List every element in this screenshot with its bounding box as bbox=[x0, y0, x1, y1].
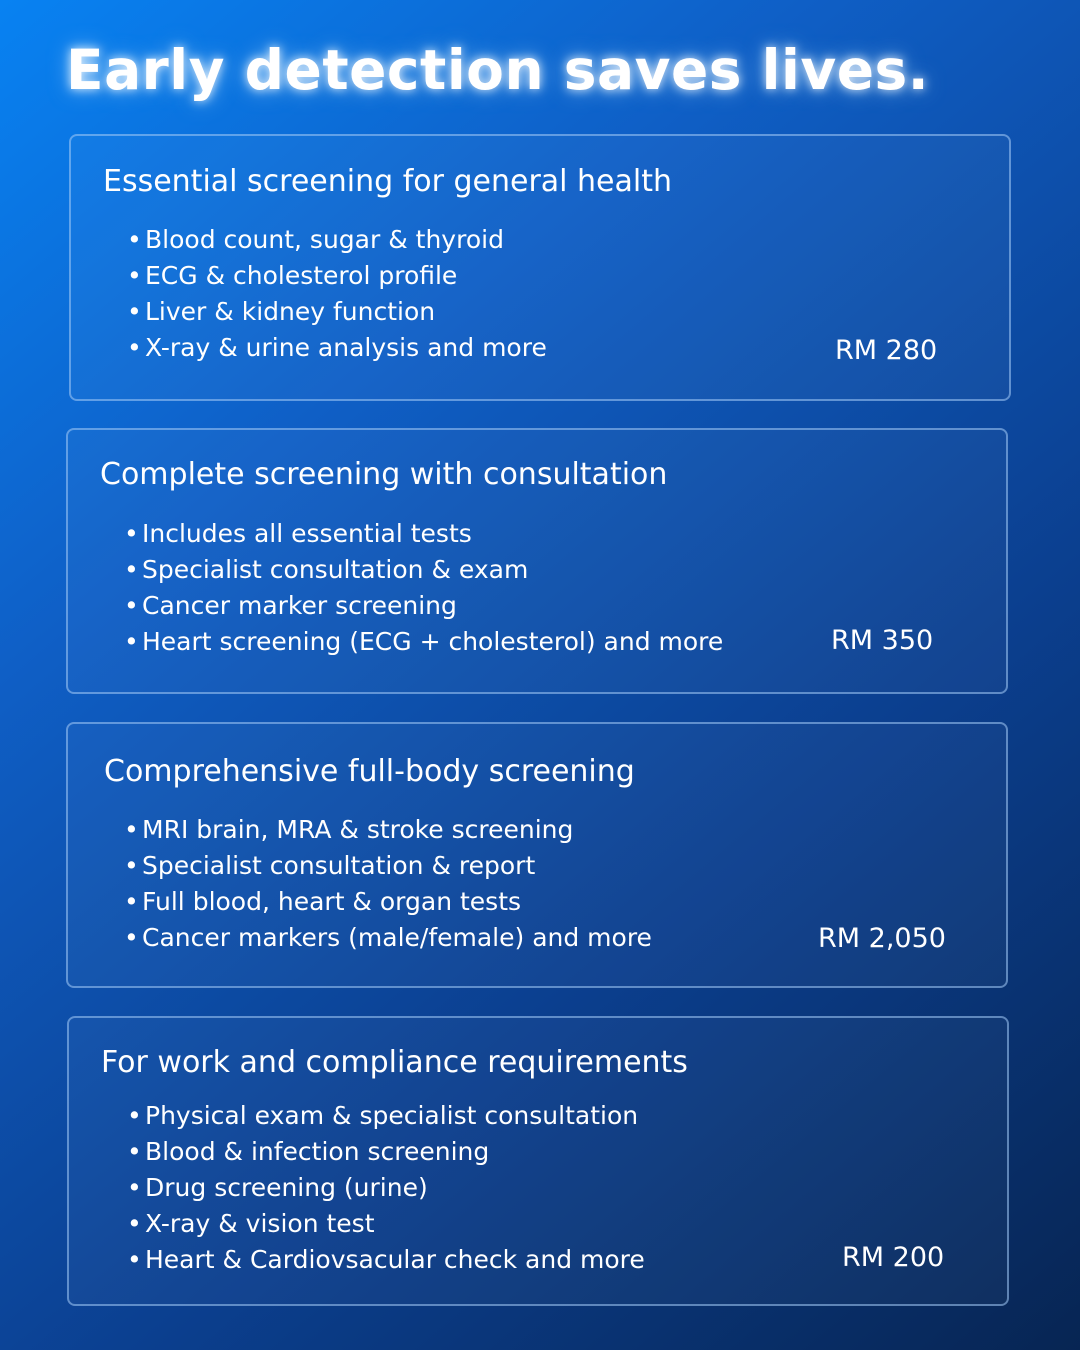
feature-text: MRI brain, MRA & stroke screening bbox=[142, 815, 574, 844]
package-title: Complete screening with consultation bbox=[100, 457, 668, 492]
feature-list bbox=[127, 1098, 645, 1278]
feature-item bbox=[127, 258, 547, 294]
package-price: RM 280 bbox=[835, 335, 938, 366]
feature-text: Full blood, heart & organ tests bbox=[142, 887, 522, 916]
feature-item bbox=[127, 1170, 645, 1206]
feature-list bbox=[127, 222, 547, 366]
package-price: RM 350 bbox=[831, 625, 934, 656]
package-title: For work and compliance requirements bbox=[101, 1045, 688, 1080]
feature-item bbox=[124, 588, 723, 624]
feature-text: Specialist consultation & report bbox=[142, 851, 536, 880]
feature-item bbox=[127, 330, 547, 366]
bullet-icon: • bbox=[124, 519, 139, 548]
feature-item bbox=[127, 1098, 645, 1134]
feature-text: Blood count, sugar & thyroid bbox=[145, 225, 504, 254]
feature-text: X-ray & vision test bbox=[145, 1209, 375, 1238]
bullet-icon: • bbox=[127, 1209, 142, 1238]
bullet-icon: • bbox=[124, 887, 139, 916]
bullet-icon: • bbox=[127, 1173, 142, 1202]
bullet-icon: • bbox=[127, 1137, 142, 1166]
package-price: RM 200 bbox=[842, 1242, 945, 1273]
bullet-icon: • bbox=[127, 261, 142, 290]
feature-item bbox=[124, 552, 723, 588]
feature-text: Physical exam & specialist consultation bbox=[145, 1101, 639, 1130]
feature-text: Heart & Cardiovsacular check and more bbox=[145, 1245, 645, 1274]
package-card-comprehensive bbox=[66, 722, 1008, 988]
bullet-icon: • bbox=[124, 851, 139, 880]
package-price: RM 2,050 bbox=[818, 923, 946, 954]
feature-item bbox=[124, 516, 723, 552]
feature-item bbox=[127, 1206, 645, 1242]
package-title: Comprehensive full-body screening bbox=[104, 754, 635, 789]
feature-list bbox=[124, 812, 652, 956]
feature-text: Cancer marker screening bbox=[142, 591, 457, 620]
feature-item bbox=[127, 1134, 645, 1170]
bullet-icon: • bbox=[127, 1101, 142, 1130]
feature-item bbox=[124, 848, 652, 884]
package-card-essential bbox=[69, 134, 1011, 401]
headline: Early detection saves lives. bbox=[66, 38, 930, 102]
feature-item bbox=[124, 624, 723, 660]
feature-item bbox=[127, 1242, 645, 1278]
bullet-icon: • bbox=[124, 591, 139, 620]
package-title: Essential screening for general health bbox=[103, 164, 673, 199]
feature-text: Includes all essential tests bbox=[142, 519, 472, 548]
bullet-icon: • bbox=[127, 297, 142, 326]
feature-text: Cancer markers (male/female) and more bbox=[142, 923, 652, 952]
feature-item bbox=[127, 222, 547, 258]
feature-text: Specialist consultation & exam bbox=[142, 555, 529, 584]
bullet-icon: • bbox=[124, 555, 139, 584]
bullet-icon: • bbox=[127, 333, 142, 362]
feature-item bbox=[124, 812, 652, 848]
feature-item bbox=[124, 920, 652, 956]
feature-text: X-ray & urine analysis and more bbox=[145, 333, 547, 362]
feature-text: Blood & infection screening bbox=[145, 1137, 490, 1166]
bullet-icon: • bbox=[127, 1245, 142, 1274]
feature-item bbox=[127, 294, 547, 330]
bullet-icon: • bbox=[127, 225, 142, 254]
package-card-complete bbox=[66, 428, 1008, 694]
feature-text: ECG & cholesterol profile bbox=[145, 261, 458, 290]
feature-text: Heart screening (ECG + cholesterol) and more bbox=[142, 627, 724, 656]
feature-text: Drug screening (urine) bbox=[145, 1173, 428, 1202]
bullet-icon: • bbox=[124, 923, 139, 952]
bullet-icon: • bbox=[124, 627, 139, 656]
bullet-icon: • bbox=[124, 815, 139, 844]
feature-text: Liver & kidney function bbox=[145, 297, 436, 326]
package-card-work-compliance bbox=[67, 1016, 1009, 1306]
feature-list bbox=[124, 516, 723, 660]
feature-item bbox=[124, 884, 652, 920]
